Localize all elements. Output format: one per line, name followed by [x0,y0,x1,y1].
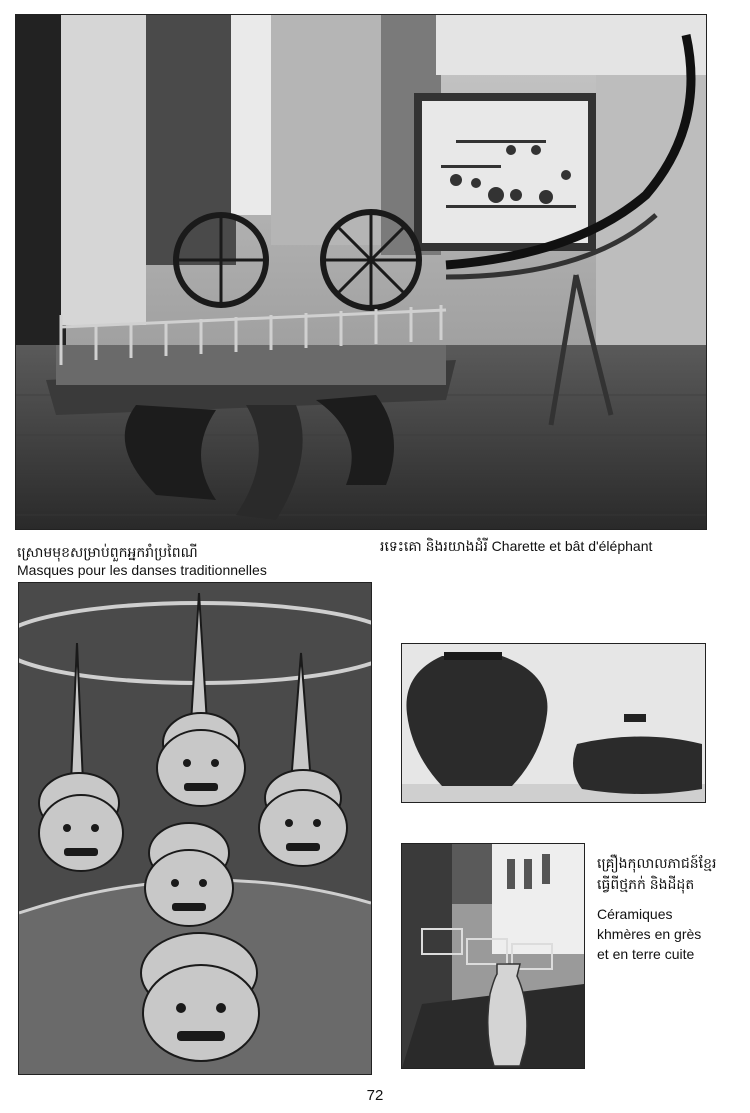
ceramics-caption-french-2: khmères en grès [597,926,702,942]
ceramics-caption-french-1: Céramiques [597,906,673,922]
photo-dance-masks [18,582,372,1075]
page-number: 72 [366,1087,384,1104]
ceramics-caption-khmer-1: គ្រឿងកុលាលភាជន៍ខ្មែរ [597,855,717,871]
photo-ceramic-pots [401,643,706,803]
cart-caption: រទេះគោ និងរយាងដំរី Charette et bât d'éléphant [380,538,653,554]
masks-caption-khmer: ស្រោមមុខសម្រាប់ពួកអ្នករាំប្រពៃណី [17,544,198,560]
masks-caption-french: Masques pour les danses traditionnelles [17,562,267,578]
ceramics-caption-french-3: et en terre cuite [597,946,695,962]
photo-cart-and-elephant-saddle [15,14,707,530]
photo-museum-interior-vase [401,843,585,1069]
ceramics-caption-khmer-2: ធ្វើពីថ្មភក់ និងដីដុត [597,876,695,892]
